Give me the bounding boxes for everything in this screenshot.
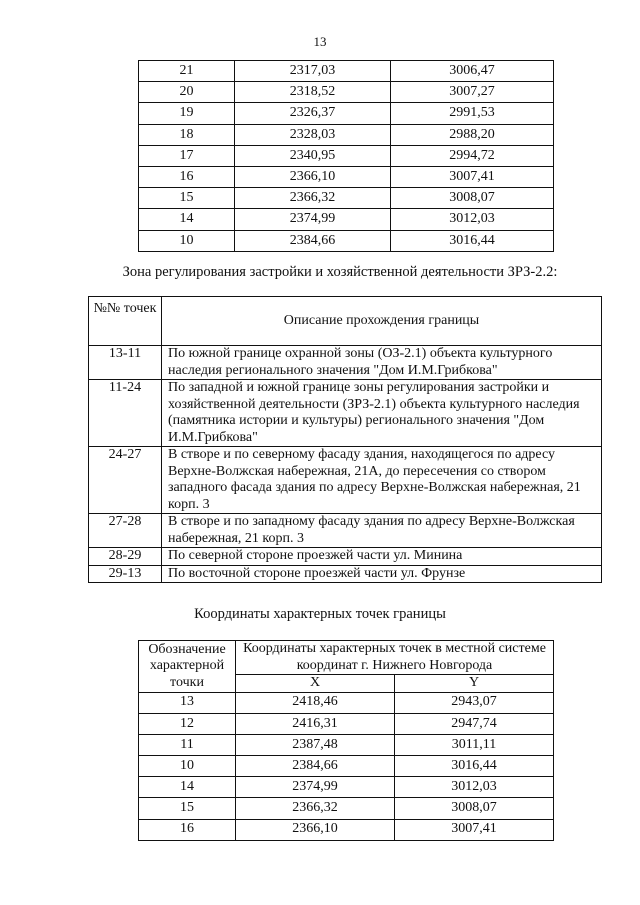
coordinates-table-top-body [139, 61, 554, 252]
description-cell: В створе и по западному фасаду здания по адресу Верхне-Волжская набережная, 21 корп. 3 [162, 514, 602, 548]
coordinates-caption: Координаты характерных точек границы [194, 606, 446, 622]
x-coordinate-cell: 2366,32 [236, 798, 395, 819]
page-number: 13 [313, 34, 327, 49]
x-coordinate-cell: 2387,48 [236, 734, 395, 755]
x-coordinate-cell: 2418,46 [236, 692, 395, 713]
point-number-cell: 21 [139, 61, 235, 82]
point-number-cell: 17 [139, 145, 235, 166]
x-coordinate-cell: 2317,03 [235, 61, 391, 82]
table-row [139, 713, 554, 734]
point-number-cell: 11 [139, 734, 236, 755]
x-coordinate-cell: 2318,52 [235, 82, 391, 103]
boundary-table-body [89, 346, 602, 583]
description-cell: По западной и южной границе зоны регулирования застройки и хозяйственной деятельности (ЗРЗ-2.1) объекта культурного наследия (памятника истории и культуры) регионального значения "Дом И.М.Грибкова" [162, 380, 602, 447]
table-row [89, 380, 602, 447]
point-number-cell: 15 [139, 798, 236, 819]
y-coordinate-cell: 3016,44 [391, 230, 554, 251]
point-number-cell: 10 [139, 756, 236, 777]
table-row [139, 756, 554, 777]
table-row [139, 777, 554, 798]
segment-cell: 13-11 [89, 346, 162, 380]
table-row [139, 692, 554, 713]
x-coordinate-cell: 2340,95 [235, 145, 391, 166]
y-coordinate-cell: 3007,41 [395, 819, 554, 840]
header-coordinates: Координаты характерных точек в местной системе координат г. Нижнего Новгорода [236, 641, 554, 675]
x-coordinate-cell: 2384,66 [235, 230, 391, 251]
y-coordinate-cell: 2994,72 [391, 145, 554, 166]
description-cell: По северной стороне проезжей части ул. Минина [162, 548, 602, 566]
point-number-cell: 10 [139, 230, 235, 251]
y-coordinate-cell: 2943,07 [395, 692, 554, 713]
point-number-cell: 19 [139, 103, 235, 124]
y-coordinate-cell: 2991,53 [391, 103, 554, 124]
table-row [139, 124, 554, 145]
y-coordinate-cell: 2988,20 [391, 124, 554, 145]
segment-cell: 24-27 [89, 447, 162, 514]
header-designation: Обозначение характерной точки [139, 641, 236, 693]
y-coordinate-cell: 3006,47 [391, 61, 554, 82]
table-row [139, 230, 554, 251]
description-cell: По восточной стороне проезжей части ул. Фрунзе [162, 565, 602, 583]
table-row [89, 447, 602, 514]
table-row [89, 565, 602, 583]
description-cell: По южной границе охранной зоны (ОЗ-2.1) объекта культурного наследия регионального значения "Дом И.М.Грибкова" [162, 346, 602, 380]
point-number-cell: 16 [139, 166, 235, 187]
table-row [139, 798, 554, 819]
x-coordinate-cell: 2366,10 [236, 819, 395, 840]
point-number-cell: 16 [139, 819, 236, 840]
x-coordinate-cell: 2416,31 [236, 713, 395, 734]
table-row [139, 734, 554, 755]
zone-caption: Зона регулирования застройки и хозяйственной деятельности ЗРЗ-2.2: [122, 264, 558, 280]
point-number-cell: 20 [139, 82, 235, 103]
point-number-cell: 15 [139, 188, 235, 209]
x-coordinate-cell: 2366,32 [235, 188, 391, 209]
y-coordinate-cell: 3008,07 [395, 798, 554, 819]
point-number-cell: 18 [139, 124, 235, 145]
x-coordinate-cell: 2384,66 [236, 756, 395, 777]
points-table-header-row [139, 641, 554, 675]
table-row [139, 188, 554, 209]
table-row [89, 548, 602, 566]
boundary-table-header-row [89, 297, 602, 346]
table-row [139, 209, 554, 230]
table-row [139, 61, 554, 82]
segment-cell: 28-29 [89, 548, 162, 566]
x-coordinate-cell: 2328,03 [235, 124, 391, 145]
coordinates-table-top [138, 60, 554, 252]
y-coordinate-cell: 3016,44 [395, 756, 554, 777]
table-row [139, 819, 554, 840]
point-number-cell: 14 [139, 209, 235, 230]
y-coordinate-cell: 3012,03 [395, 777, 554, 798]
segment-cell: 11-24 [89, 380, 162, 447]
x-coordinate-cell: 2374,99 [236, 777, 395, 798]
x-coordinate-cell: 2326,37 [235, 103, 391, 124]
y-coordinate-cell: 2947,74 [395, 713, 554, 734]
y-coordinate-cell: 3011,11 [395, 734, 554, 755]
point-number-cell: 12 [139, 713, 236, 734]
y-coordinate-cell: 3007,27 [391, 82, 554, 103]
boundary-description-table [88, 296, 602, 583]
y-coordinate-cell: 3008,07 [391, 188, 554, 209]
header-y: Y [395, 675, 554, 693]
segment-cell: 29-13 [89, 565, 162, 583]
characteristic-points-body [139, 692, 554, 840]
header-points: №№ точек [89, 297, 162, 346]
y-coordinate-cell: 3007,41 [391, 166, 554, 187]
table-row [139, 166, 554, 187]
x-coordinate-cell: 2366,10 [235, 166, 391, 187]
header-x: X [236, 675, 395, 693]
y-coordinate-cell: 3012,03 [391, 209, 554, 230]
table-row [139, 145, 554, 166]
header-description: Описание прохождения границы [162, 297, 602, 346]
segment-cell: 27-28 [89, 514, 162, 548]
table-row [89, 346, 602, 380]
table-row [139, 103, 554, 124]
table-row [139, 82, 554, 103]
table-row [89, 514, 602, 548]
description-cell: В створе и по северному фасаду здания, находящегося по адресу Верхне-Волжская набережная, 21А, до пересечения со створом западного фасада здания по адресу Верхне-Волжская набережная, 21 корп. 3 [162, 447, 602, 514]
point-number-cell: 13 [139, 692, 236, 713]
characteristic-points-table [138, 640, 554, 841]
x-coordinate-cell: 2374,99 [235, 209, 391, 230]
point-number-cell: 14 [139, 777, 236, 798]
